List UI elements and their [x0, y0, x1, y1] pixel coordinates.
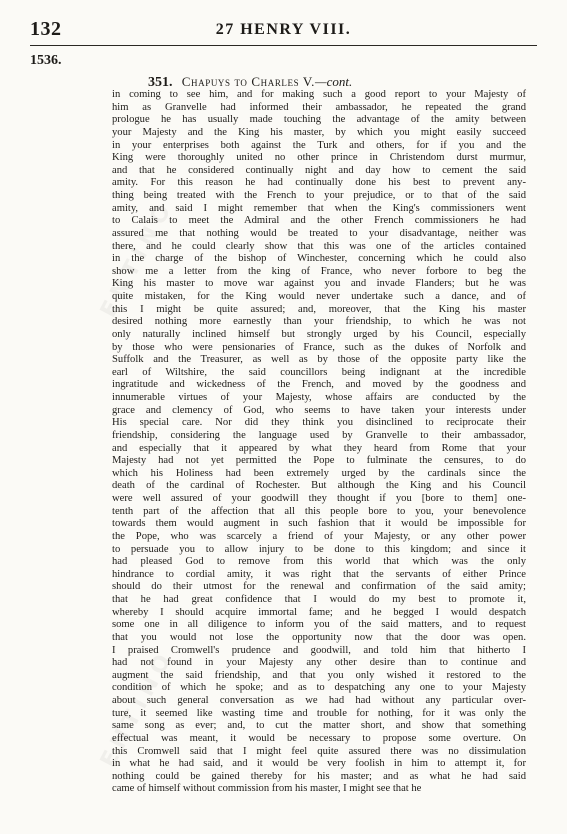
text-line: amity, and said I might remember that when the King's commissioners went — [112, 202, 526, 214]
text-line: whereby I should acquire immortal fame; and he begged I would despatch — [112, 606, 526, 618]
text-line: in what he had said, and it would be very foolish in him to attempt it, for — [112, 758, 526, 770]
text-line: there, and he could clearly show that this was one of the articles contained — [112, 240, 526, 252]
text-line: death of the cardinal of Rochester. But although the King and his Council — [112, 480, 526, 492]
text-line: had pleased God to remove from this world that which was the only — [112, 556, 526, 568]
text-line: friendship, considering the language used by Granvelle to their ambassador, — [112, 429, 526, 441]
watermark-upper: ENTINO — [96, 195, 179, 322]
entry-continued: —cont. — [315, 74, 353, 89]
text-line: augment the said friendship, and that you only wished it restored to the — [112, 669, 526, 681]
text-line: same song as ever; and, to cut the matter short, and show that something — [112, 720, 526, 732]
text-line: King were thoroughly united no other prince in Christendom durst murmur, — [112, 152, 526, 164]
text-line: tenth part of the affection that all this people bore to you, your benevolence — [112, 505, 526, 517]
page-number: 132 — [30, 18, 62, 40]
text-line: condition of which he spoke; and as to despatching any one to your Majesty — [112, 682, 526, 694]
text-line: ingratitude and wickedness of the French, and moved by the goodness and — [112, 379, 526, 391]
text-line: and especially that it appeared by what they heard from Rome that your — [112, 442, 526, 454]
text-line: ture, it seemed like wasting time and trouble for nothing, for it was only the — [112, 707, 526, 719]
watermark-lower: ENTINO — [96, 645, 179, 772]
text-line: in the charge of the bishop of Winchester, concerning which he could also — [112, 253, 526, 265]
text-line: earl of Wiltshire, the said councillors being indignant at the incredible — [112, 366, 526, 378]
text-line: to persuade you to allow injury to be done to this kingdom; and since it — [112, 543, 526, 555]
text-line: quite mistaken, for the King would never undertake such a dance, and of — [112, 291, 526, 302]
text-line: some one in all diligence to inform you of the said matters, and to request — [112, 619, 526, 631]
header-rule — [30, 45, 537, 46]
text-line: to Calais to meet the Admiral and the other French commissioners he had — [112, 215, 526, 227]
text-line: about such general conversation as we had had without any particular over- — [112, 695, 526, 706]
text-line: thing being treated with the French to your prejudice, or to that of the said — [112, 190, 526, 201]
text-line: nothing could be gained thereby for his master; and as what he had said — [112, 770, 526, 782]
text-line: assured me that nothing would be treated to your disadvantage, neither was — [112, 227, 526, 239]
text-line: desired nothing more earnestly than your friendship, to which he was not — [112, 316, 526, 328]
text-line: grace and clemency of God, who seems to have taken your interests under — [112, 404, 526, 416]
entry-number: 351. — [148, 75, 173, 90]
text-line: came of himself without commission from his master, I might see that he — [112, 783, 422, 795]
text-line: and that he considered continually night and day how to cement the said — [112, 164, 526, 176]
text-line: amity. For this reason he had continually done his best to prevent any- — [112, 177, 526, 189]
text-line: towards them would augment in such fashion that it would be impossible for — [112, 518, 526, 530]
text-line: Majesty had not yet permitted the Pope to fulminate the censures, to do — [112, 455, 526, 467]
text-line: your Majesty and the King his master, by which you might easily succeed — [112, 126, 526, 138]
text-line: which his Holiness had been extremely urged by the cardinals since the — [112, 467, 526, 479]
text-line: the Pope, who was scarcely a friend of your Majesty, or any other power — [112, 530, 526, 542]
text-line: hindrance to cordial amity, it was right that the servants of either Prince — [112, 568, 526, 580]
text-line: His special care. Nor did they think you disinclined to reciprocate their — [112, 417, 526, 429]
text-line: I praised Cromwell's prudence and goodwill, and told him that hitherto I — [112, 644, 526, 656]
text-line: in your enterprises both against the Turk and others, for if you and the — [112, 139, 526, 151]
body-text — [112, 89, 526, 796]
text-line: in coming to see him, and for making such a good report to your Majesty of — [112, 89, 526, 100]
text-line: by those who were pensionaries of France, such as the dukes of Norfolk and — [112, 341, 526, 353]
text-line: had not found in your Majesty any other desire than to continue and — [112, 657, 526, 669]
text-line: effectual was meant, it would be necessary to propose some overture. On — [112, 732, 526, 744]
text-line: that you would not lose the opportunity now that the door was open. — [112, 631, 526, 643]
running-title: 27 HENRY VIII. — [215, 21, 352, 38]
text-line: show me a letter from the king of France, who never forbore to beg the — [112, 265, 526, 277]
margin-year: 1536. — [30, 53, 62, 68]
text-line: this I might be quite assured; and, moreover, that the King his master — [112, 303, 526, 315]
text-line: Suffolk and the Treasurer, as well as by those of the opposite party like the — [112, 354, 526, 366]
text-line: that he had great confidence that I would do my best to promote it, — [112, 594, 526, 605]
text-line: innumerable virtues of your Majesty, whose affairs are conducted by the — [112, 392, 526, 403]
text-line: him as Granvelle had informed their ambassador, he repeated the grand — [112, 101, 526, 113]
text-line: prologue he has usually made touching the advantage of the amity between — [112, 114, 526, 126]
text-line: were well assured of your goodwill they thought if you [bore to them] one- — [112, 493, 526, 504]
entry-title: Chapuys to Charles V. — [181, 74, 316, 89]
text-line: should do their utmost for the renewal and confirmation of the said amity; — [112, 581, 526, 593]
text-line: this Cromwell said that I might feel quite assured there was no dissimulation — [112, 745, 526, 757]
text-line: King his master to move war against you and invade Flanders; but he was — [112, 278, 526, 290]
text-line: only naturally inclined himself but strongly urged by his Council, especially — [112, 328, 526, 340]
